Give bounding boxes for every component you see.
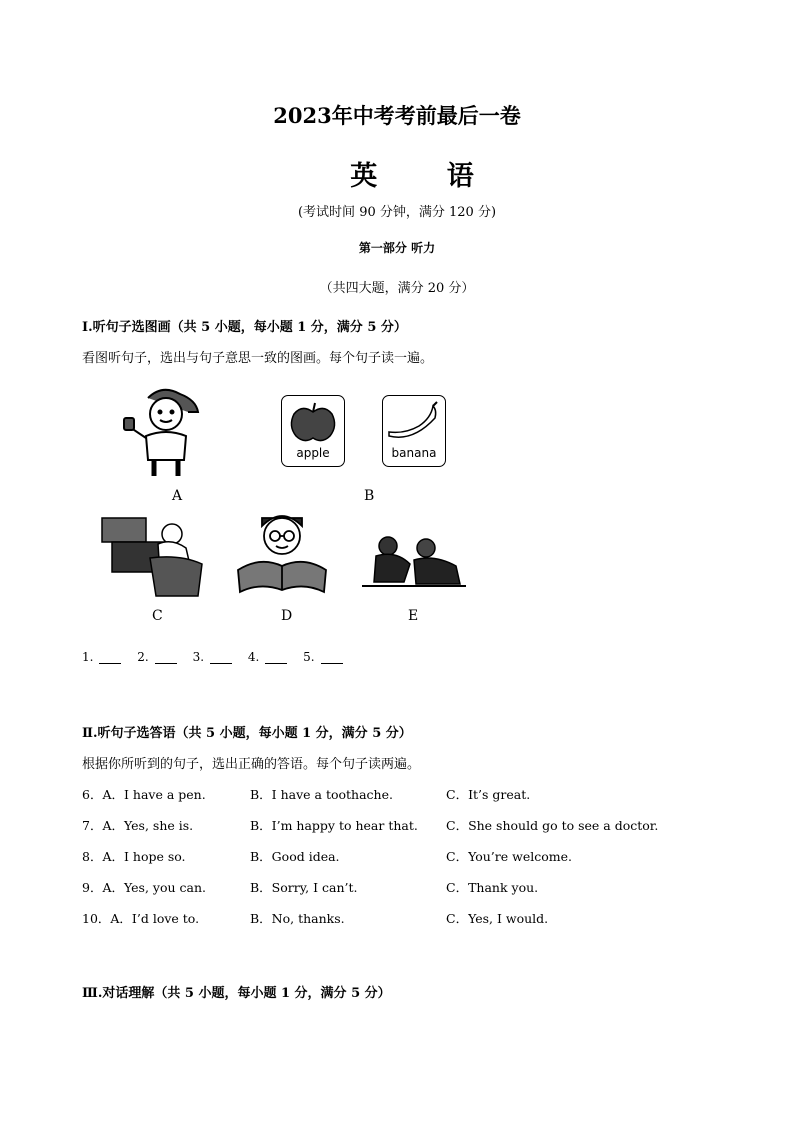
apple-card (281, 395, 345, 467)
answer-blank[interactable] (210, 651, 232, 664)
option-a[interactable]: 10．A．I’d love to. (82, 911, 200, 926)
picture-label: D (281, 608, 293, 624)
picture-c-cinema (100, 514, 206, 600)
section-2-instruction: 根据你所听到的句子，选出正确的答语。每个句子读两遍。 (82, 757, 421, 772)
section-2-heading: Ⅱ.听句子选答语（共 5 小题，每小题 1 分，满分 5 分） (82, 726, 412, 741)
option-a[interactable]: 6．A．I have a pen. (82, 787, 206, 802)
time-info: (考试时间 90 分钟，满分 120 分) (297, 205, 497, 220)
blank-number: 4. (247, 650, 260, 664)
answer-blank[interactable] (155, 651, 177, 664)
question-row (82, 847, 722, 865)
blank-number: 1. (82, 650, 94, 664)
apple-card-label: apple (296, 446, 330, 460)
option-c[interactable]: C．It’s great. (446, 787, 531, 802)
option-b[interactable]: B．I’m happy to hear that. (250, 818, 418, 833)
answer-blank[interactable] (265, 651, 287, 664)
picture-label: A (172, 488, 183, 504)
picture-label: C (152, 608, 163, 624)
blank-number: 5. (303, 650, 315, 664)
blank-number: 2. (137, 650, 149, 664)
option-c[interactable]: C．Thank you. (446, 880, 539, 895)
option-b[interactable]: B．Good idea. (250, 849, 340, 864)
banana-card-label: banana (391, 446, 437, 460)
answer-blanks (82, 650, 355, 664)
option-a[interactable]: 9．A．Yes, you can. (82, 880, 206, 895)
subject-title: 英 语 (350, 161, 504, 192)
question-row (82, 816, 722, 834)
picture-label: E (408, 608, 419, 624)
picture-label: B (364, 488, 375, 504)
picture-a-boy-phone (118, 382, 204, 478)
question-row (82, 878, 722, 896)
option-c[interactable]: C．You’re welcome. (446, 849, 572, 864)
blank-number: 3. (192, 650, 205, 664)
section-1-heading: Ⅰ.听句子选图画（共 5 小题，每小题 1 分，满分 5 分） (82, 320, 407, 335)
part-title: 第一部分 听力 (358, 241, 436, 255)
option-a[interactable]: 7．A．Yes, she is. (82, 818, 194, 833)
option-b[interactable]: B．I have a toothache. (250, 787, 393, 802)
option-a[interactable]: 8．A．I hope so. (82, 849, 186, 864)
apple-icon (282, 398, 344, 448)
picture-e-teacher-student (360, 534, 468, 590)
part-info: （共四大题，满分 20 分） (319, 281, 475, 296)
answer-blank[interactable] (99, 651, 121, 664)
answer-blank[interactable] (321, 651, 343, 664)
option-b[interactable]: B．Sorry, I can’t. (250, 880, 358, 895)
option-c[interactable]: C．She should go to see a doctor. (446, 818, 659, 833)
question-row (82, 785, 722, 803)
question-row (82, 909, 722, 927)
exam-title: 2023年中考考前最后一卷 (273, 103, 521, 128)
section-3-heading: Ⅲ.对话理解（共 5 小题，每小题 1 分，满分 5 分） (82, 986, 391, 1001)
option-c[interactable]: C．Yes, I would. (446, 911, 549, 926)
option-b[interactable]: B．No, thanks. (250, 911, 345, 926)
picture-d-boy-reading (236, 508, 328, 594)
banana-icon (383, 398, 445, 448)
section-1-instruction: 看图听句子，选出与句子意思一致的图画。每个句子读一遍。 (82, 351, 434, 366)
banana-card (382, 395, 446, 467)
